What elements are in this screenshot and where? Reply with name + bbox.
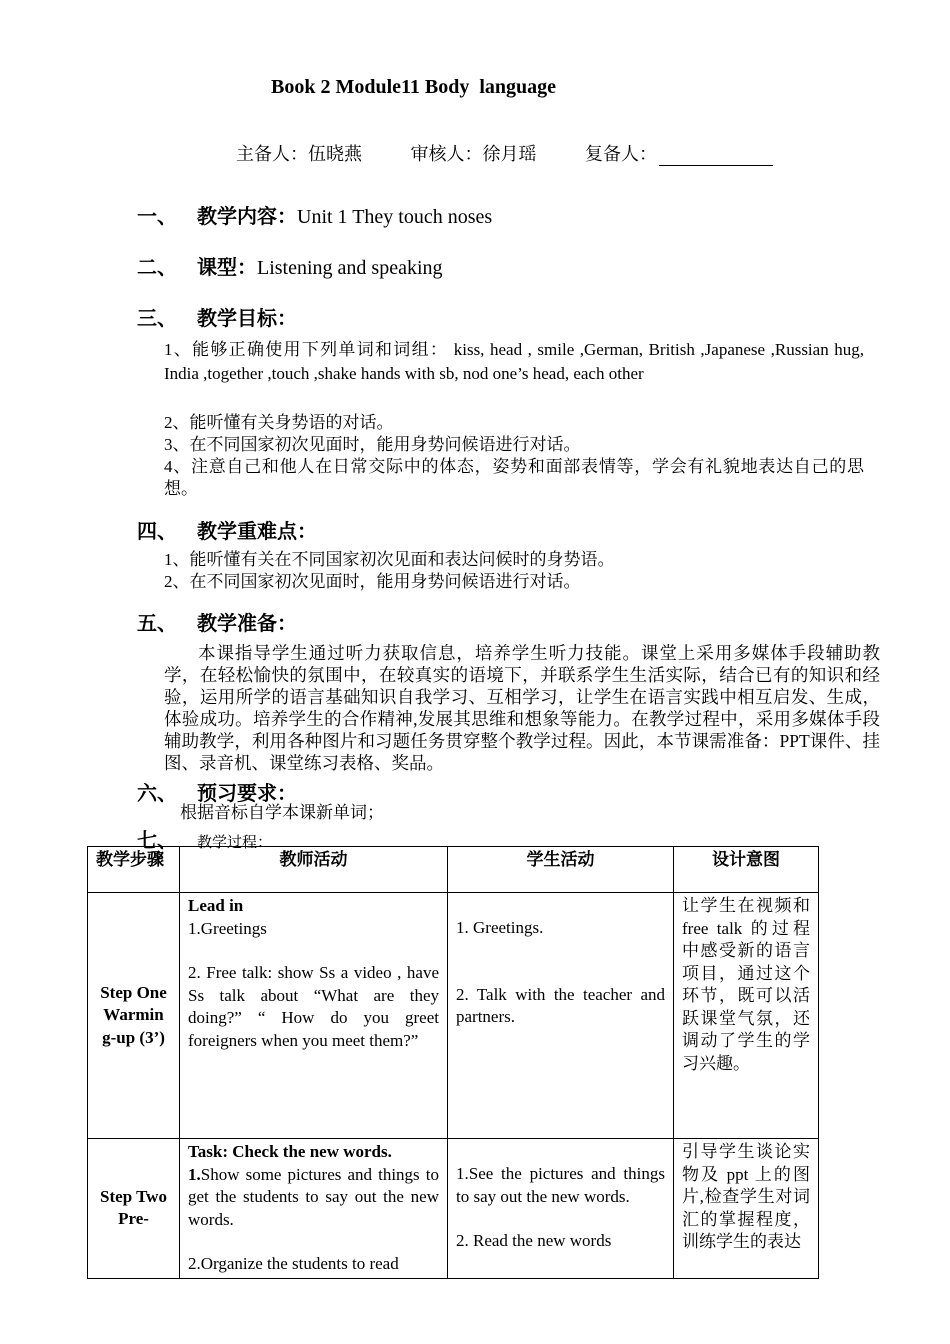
- teacher-item-1: 1.Greetings: [188, 918, 267, 938]
- teacher-title: Task: Check the new words.: [188, 1142, 392, 1161]
- step-cell: Step One Warmin g-up (3’): [88, 893, 180, 1139]
- main-preparer: 主备人：伍晓燕: [236, 144, 362, 164]
- table-header-row: [88, 847, 819, 893]
- section-label: 教学内容：: [197, 206, 297, 228]
- objective-1: 1、能够正确使用下列单词和词组： kiss, head , smile ,German, British ,Japanese ,Russian hug, India ,together ,touch ,shake hands with sb, nod one’s head, each other: [164, 340, 864, 383]
- section-lesson-type: [137, 251, 443, 280]
- student-item-2: 2. Read the new words: [456, 1231, 612, 1250]
- section-value: Unit 1 They touch noses: [297, 206, 493, 228]
- teacher-cell: [180, 893, 448, 1139]
- preparation-text: 本课指导学生通过听力获取信息，培养学生听力技能。课堂上采用多媒体手段辅助教学，在轻松愉快的氛围中，在较真实的语境下，并联系学生生活实际，结合已有的知识和经验，运用所学的语言基础知识自我学习、互相学习，让学生在语言实践中相互启发、生成，体验成功。培养学生的合作精神,发展其思维和想象等能力。在教学过程中，采用多媒体手段辅助教学，利用各种图片和习题任务贯穿整个教学过程。因此，本节课需准备：PPT课件、挂图、录音机、课堂练习表格、奖品。: [164, 643, 880, 773]
- student-item-1: 1. Greetings.: [456, 918, 544, 937]
- student-cell: [448, 1139, 674, 1279]
- section-key-points: [137, 515, 317, 544]
- section-number: 三、: [137, 308, 177, 330]
- key-point-1: 1、能听懂有关在不同国家初次见面和表达问候时的身势语。: [164, 550, 615, 569]
- section-number: 二、: [137, 257, 177, 279]
- section-number: 七、: [137, 830, 177, 852]
- section-objectives: [137, 302, 297, 331]
- section-label: 教学准备：: [197, 613, 297, 635]
- section-preparation: [137, 607, 297, 636]
- header-student: 学生活动: [448, 847, 674, 893]
- section-label: 教学目标：: [197, 308, 297, 330]
- intent-cell: 引导学生谈论实物及 ppt 上的图片,检查学生对词汇的掌握程度，训练学生的表达: [674, 1139, 819, 1279]
- teacher-item-2: 2.Organize the students to read: [188, 1254, 399, 1273]
- teacher-item-1: 1.Show some pictures and things to get the students to say out the new words.: [188, 1164, 439, 1229]
- objective-2: 2、能听懂有关身势语的对话。: [164, 413, 394, 432]
- repeat-preparer-blank: [659, 147, 773, 166]
- section-label: 课型：: [197, 257, 257, 279]
- section-label: 教学重难点：: [197, 521, 317, 543]
- page-title: Book 2 Module11 Body language: [271, 76, 557, 98]
- table-row: [88, 893, 819, 1139]
- section-number: 四、: [137, 521, 177, 543]
- section-label: 教学过程：: [197, 835, 273, 851]
- student-item-1: 1.See the pictures and things to say out the new words.: [456, 1164, 665, 1206]
- repeat-preparer: 复备人：: [585, 144, 817, 164]
- section-label: 预习要求：: [197, 783, 297, 805]
- preview-text: 根据音标自学本课新单词；: [180, 803, 384, 822]
- section-content: [137, 200, 492, 229]
- reviewer: 审核人：徐月瑶: [410, 144, 537, 164]
- section-number: 六、: [137, 783, 177, 805]
- teaching-process-table: [87, 846, 819, 1279]
- section-number: 一、: [137, 206, 177, 228]
- teacher-title: Lead in: [188, 896, 244, 915]
- step-cell: Step Two Pre-: [88, 1139, 180, 1279]
- teacher-cell: [180, 1139, 448, 1279]
- header-step: 教学步骤: [88, 847, 180, 893]
- table-row: [88, 1139, 819, 1279]
- section-number: 五、: [137, 613, 177, 635]
- section-value: Listening and speaking: [257, 257, 443, 279]
- intent-cell: 让学生在视频和 free talk 的过程中感受新的语言项目，通过这个环节，既可以活跃课堂气氛，还调动了学生的学习兴趣。: [674, 893, 819, 1139]
- preparers-line: [236, 140, 861, 166]
- objective-4: 4、注意自己和他人在日常交际中的体态，姿势和面部表情等，学会有礼貌地表达自己的思想。: [164, 457, 864, 498]
- student-cell: [448, 893, 674, 1139]
- objective-3: 3、在不同国家初次见面时，能用身势问候语进行对话。: [164, 435, 581, 454]
- header-intent: 设计意图: [674, 847, 819, 893]
- header-teacher: 教师活动: [180, 847, 448, 893]
- teacher-item-2: 2. Free talk: show Ss a video , have Ss talk about “What are they doing?” “ How do you greet foreigners when you meet them?”: [188, 963, 439, 1050]
- student-item-2: 2. Talk with the teacher and partners.: [456, 984, 665, 1026]
- key-point-2: 2、在不同国家初次见面时，能用身势问候语进行对话。: [164, 572, 581, 591]
